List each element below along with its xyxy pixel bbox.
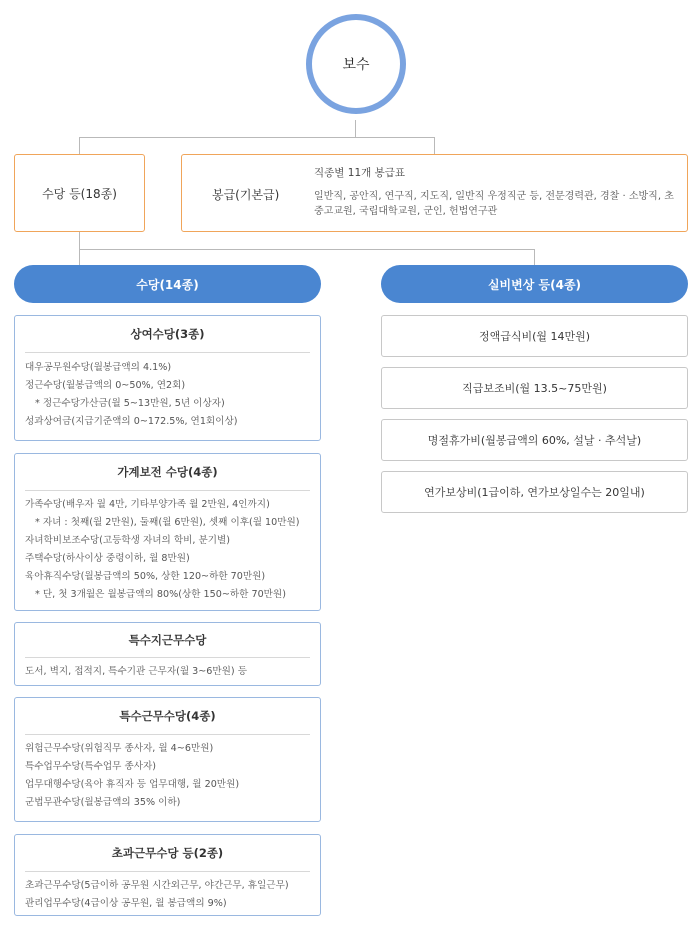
right-header-pill xyxy=(381,265,688,303)
expense-item-label: 연가보상비(1급이하, 연가보상일수는 20일내) xyxy=(424,486,645,499)
card-line-note: * 정근수당가산금(월 5~13만원, 5년 이상자) xyxy=(35,398,225,409)
card-line: 정근수당(월봉급액의 0~50%, 연2회) xyxy=(25,380,186,391)
card-line: 특수업무수당(특수업무 종사자) xyxy=(25,761,157,772)
root-label: 보수 xyxy=(342,57,370,73)
card-title: 초과근무수당 등(2종) xyxy=(111,846,224,860)
connector-root-down xyxy=(355,120,356,138)
expense-item-rank-subsidy xyxy=(381,367,688,409)
salary-title: 직종별 11개 봉급표 xyxy=(314,167,406,179)
allowances-box xyxy=(14,154,145,232)
card-line: 대우공무원수당(월봉급액의 4.1%) xyxy=(25,362,172,373)
card-line: 자녀학비보조수당(고등학생 자녀의 학비, 분기별) xyxy=(25,535,231,546)
card-divider xyxy=(25,657,310,658)
card-title: 가계보전 수당(4종) xyxy=(117,465,218,479)
card-overtime-allowance xyxy=(14,834,321,916)
card-line-note: * 자녀 : 첫째(월 2만원), 둘째(월 6만원), 셋째 이후(월 10만원) xyxy=(35,517,300,528)
card-remote-area-allowance xyxy=(14,622,321,686)
card-line: 초과근무수당(5급이하 공무원 시간외근무, 야간근무, 휴일근무) xyxy=(25,880,289,891)
expense-item-label: 직급보조비(월 13.5~75만원) xyxy=(462,382,607,395)
card-line: 가족수당(배우자 월 4만, 기타부양가족 월 2만원, 4인까지) xyxy=(25,499,270,510)
salary-label: 봉급(기본급) xyxy=(212,187,280,202)
left-header-pill xyxy=(14,265,321,303)
card-body xyxy=(25,740,314,812)
card-body xyxy=(25,496,314,604)
card-divider xyxy=(25,490,310,491)
card-divider xyxy=(25,871,310,872)
card-line: 업무대행수당(육아 휴직자 등 업무대행, 월 20만원) xyxy=(25,779,240,790)
allowances-label: 수당 등(18종) xyxy=(42,186,117,201)
card-body xyxy=(25,877,314,913)
expense-item-holiday-bonus xyxy=(381,419,688,461)
card-line: 군법무관수당(월봉급액의 35% 이하) xyxy=(25,797,181,808)
expense-item-label: 정액급식비(월 14만원) xyxy=(478,330,591,343)
connector-root-horizontal xyxy=(79,137,435,138)
card-title: 특수지근무수당 xyxy=(128,633,207,647)
card-body xyxy=(25,663,314,681)
right-header-label: 실비변상 등(4종) xyxy=(487,277,582,292)
card-bonus-allowance xyxy=(14,315,321,441)
expense-item-meal xyxy=(381,315,688,357)
card-line: 주택수당(하사이상 중령이하, 월 8만원) xyxy=(25,553,190,564)
card-line: 도서, 벽지, 접적지, 특수기관 근무자(월 3~6만원) 등 xyxy=(25,666,247,677)
card-title: 특수근무수당(4종) xyxy=(119,709,216,723)
connector-to-right xyxy=(534,249,535,265)
card-line-note: * 단, 첫 3개월은 월봉급액의 80%(상한 150~하한 70만원) xyxy=(35,589,286,600)
expense-item-leave-compensation xyxy=(381,471,688,513)
connector-branch-horizontal xyxy=(79,249,535,250)
card-line: 성과상여금(지급기준액의 0~172.5%, 연1회이상) xyxy=(25,416,238,427)
card-line: 위험근무수당(위험직무 종사자, 월 4~6만원) xyxy=(25,743,214,754)
card-household-allowance xyxy=(14,453,321,611)
card-divider xyxy=(25,734,310,735)
connector-to-allowances xyxy=(79,137,80,154)
card-title: 상여수당(3종) xyxy=(130,327,205,341)
card-body xyxy=(25,359,314,431)
left-header-label: 수당(14종) xyxy=(136,277,199,292)
expense-item-label: 명절휴가비(월봉급액의 60%, 설날 · 추석날) xyxy=(427,434,642,447)
card-line: 육아휴직수당(월봉급액의 50%, 상한 120~하한 70만원) xyxy=(25,571,266,582)
salary-description: 일반직, 공안직, 연구직, 지도직, 일반직 우정직군 등, 전문경력관, 경찰 · 소방직, 초중고교원, 국립대학교원, 군인, 헌법연구관 xyxy=(314,191,674,217)
connector-to-salary xyxy=(434,137,435,154)
card-special-duty-allowance xyxy=(14,697,321,822)
card-line: 관리업무수당(4급이상 공무원, 월 봉급액의 9%) xyxy=(25,898,227,909)
salary-box xyxy=(181,154,688,232)
card-divider xyxy=(25,352,310,353)
root-node xyxy=(306,14,406,114)
